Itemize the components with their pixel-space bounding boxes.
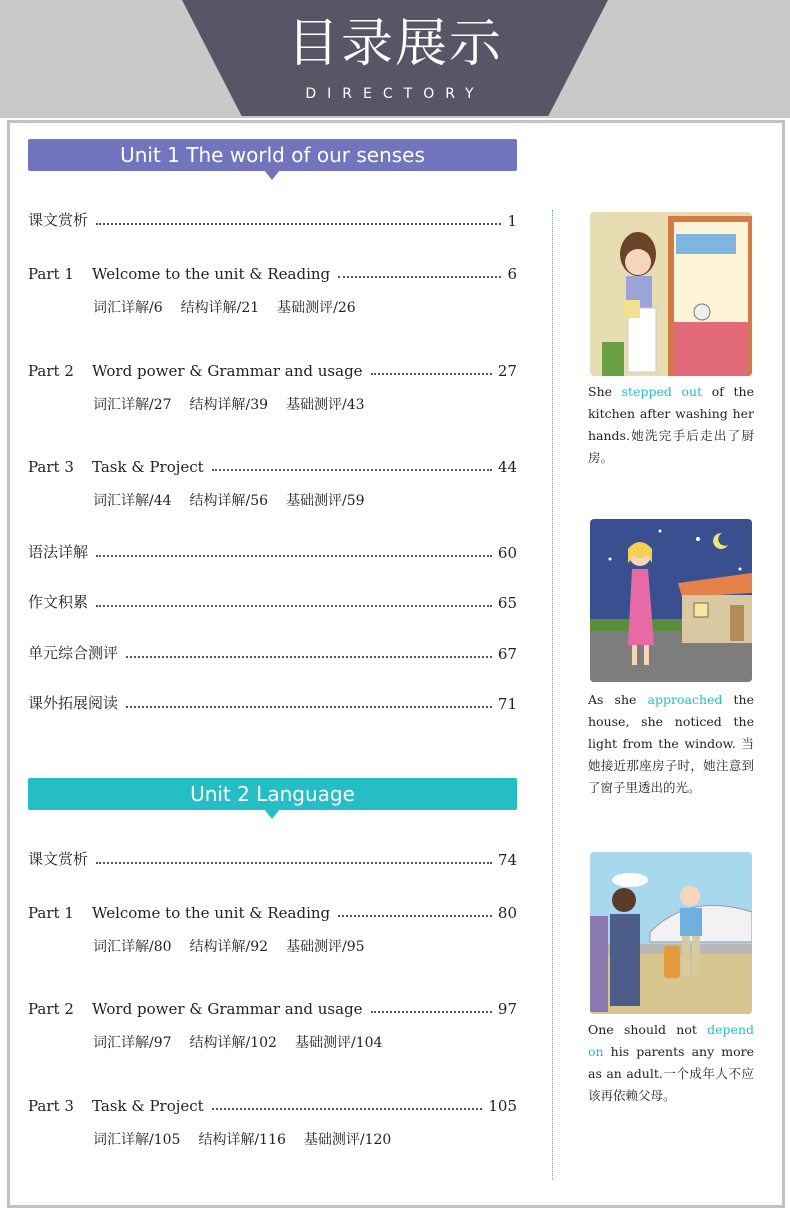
caption-3: One should not depend on his parents any more as an adult.一个成年人不应该再依赖父母。 bbox=[588, 1022, 754, 1103]
part-title: Welcome to the unit & Reading bbox=[92, 265, 331, 283]
column-divider bbox=[552, 210, 553, 1180]
caption-2: As she approached the house, she noticed the light from the window. 当她接近那座房子时，她注意到了窗子里透出的光。 bbox=[588, 692, 754, 795]
page-number: 1 bbox=[507, 212, 517, 230]
toc-entry[interactable]: 课文赏析 74 bbox=[28, 850, 517, 869]
subsection-list: 词汇详解/80 结构详解/92 基础测评/95 bbox=[93, 939, 365, 955]
page-subtitle: DIRECTORY bbox=[305, 86, 485, 102]
toc-entry[interactable]: 课文赏析 1 bbox=[28, 211, 517, 230]
unit-2-banner-notch bbox=[264, 809, 280, 819]
part-number: Part 1 bbox=[28, 265, 74, 283]
night-house-illustration bbox=[590, 519, 752, 682]
toc-entry[interactable]: 课外拓展阅读 71 bbox=[28, 694, 517, 713]
toc-entry[interactable]: 作文积累 65 bbox=[28, 593, 517, 612]
subsection-list: 词汇详解/27 结构详解/39 基础测评/43 bbox=[93, 397, 365, 413]
toc-entry-part[interactable]: Part 2 Word power & Grammar and usage 97 bbox=[28, 1000, 517, 1018]
toc-entry-part[interactable]: Part 3 Task & Project 105 bbox=[28, 1097, 517, 1115]
unit-1-banner-notch bbox=[264, 170, 280, 180]
subsection-list: 词汇详解/44 结构详解/56 基础测评/59 bbox=[93, 493, 365, 509]
kitchen-illustration bbox=[590, 212, 752, 376]
toc-entry[interactable]: 语法详解 60 bbox=[28, 543, 517, 562]
page-title: 目录展示 bbox=[286, 14, 503, 74]
toc-entry-part[interactable]: Part 1 Welcome to the unit & Reading 80 bbox=[28, 904, 517, 922]
subsection-list: 词汇详解/6 结构详解/21 基础测评/26 bbox=[93, 300, 356, 316]
toc-entry-part[interactable]: Part 2 Word power & Grammar and usage 27 bbox=[28, 362, 517, 380]
toc-entry-part[interactable] bbox=[28, 261, 517, 283]
unit-1-banner: Unit 1 The world of our senses bbox=[28, 139, 517, 171]
subsection-list: 词汇详解/97 结构详解/102 基础测评/104 bbox=[93, 1035, 383, 1051]
caption-1: She stepped out of the kitchen after washing her hands.她洗完手后走出了厨房。 bbox=[588, 384, 754, 465]
header-banner bbox=[0, 0, 790, 118]
toc-entry[interactable]: 单元综合测评 67 bbox=[28, 644, 517, 663]
subsection-list: 词汇详解/105 结构详解/116 基础测评/120 bbox=[93, 1132, 392, 1148]
toc-entry-part[interactable]: Part 3 Task & Project 44 bbox=[28, 458, 517, 476]
station-illustration bbox=[590, 852, 752, 1014]
unit-2-banner: Unit 2 Language bbox=[28, 778, 517, 810]
page-number: 6 bbox=[507, 265, 517, 283]
